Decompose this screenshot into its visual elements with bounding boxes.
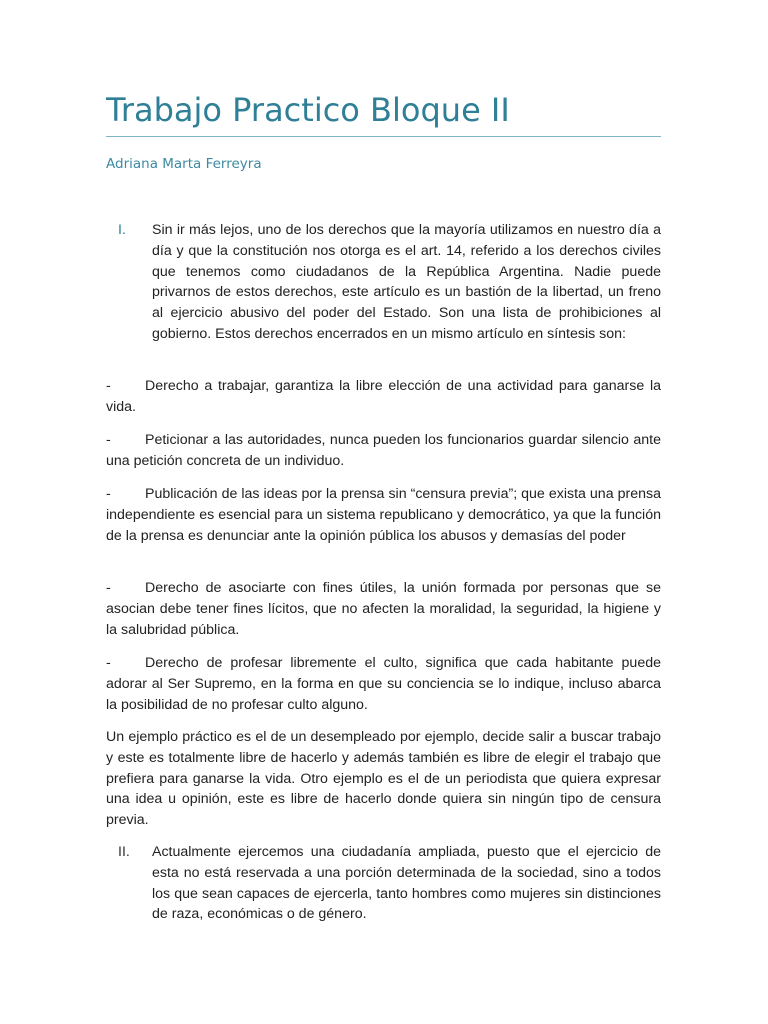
right-item-press xyxy=(106,484,661,546)
section-two-text: Actualmente ejercemos una ciudadanía ampliada, puesto que el ejercicio de esta no está reservada a una porción determinada de la sociedad, sino a todos los que sean capaces de ejercerla, tanto hombres como mujeres sin distinciones de raza, económicas o de género. xyxy=(152,844,661,923)
right-item-dash: - xyxy=(106,378,111,394)
right-item-association xyxy=(106,578,661,640)
document-title: Trabajo Practico Bloque II xyxy=(106,91,510,129)
right-item-dash: - xyxy=(106,655,111,671)
right-item-dash: - xyxy=(106,486,111,502)
right-item-text: Derecho de profesar libremente el culto, significa que cada habitante puede adorar al Ser Supremo, en la forma en que su conciencia se lo indique, incluso abarca la posibilidad de no profesar culto alguno. xyxy=(106,655,661,713)
right-item-text: Derecho a trabajar, garantiza la libre elección de una actividad para ganarse la vida. xyxy=(106,378,661,415)
section-one xyxy=(106,220,661,345)
right-item-dash: - xyxy=(106,580,111,596)
section-two xyxy=(106,842,661,925)
section-one-number: I. xyxy=(118,222,126,238)
right-item-worship xyxy=(106,653,661,715)
right-item-text: Peticionar a las autoridades, nunca pueden los funcionarios guardar silencio ante una petición concreta de un individuo. xyxy=(106,432,661,469)
section-two-number: II. xyxy=(118,844,130,860)
right-item-work xyxy=(106,376,661,418)
right-item-text: Derecho de asociarte con fines útiles, la unión formada por personas que se asocian debe tener fines lícitos, que no afecten la moralidad, la seguridad, la higiene y la salubridad pública. xyxy=(106,580,661,638)
right-item-dash: - xyxy=(106,432,111,448)
right-item-petition xyxy=(106,430,661,472)
document-author: Adriana Marta Ferreyra xyxy=(106,156,262,172)
section-one-text: Sin ir más lejos, uno de los derechos que la mayoría utilizamos en nuestro día a día y que la constitución nos otorga es el art. 14, referido a los derechos civiles que tenemos como ciudadanos de la República Argentina. Nadie puede privarnos de estos derechos, este artículo es un bastión de la libertad, un freno al ejercicio abusivo del poder del Estado. Son una lista de prohibiciones al gobierno. Estos derechos encerrados en un mismo artículo en síntesis son: xyxy=(152,222,661,342)
title-underline xyxy=(106,136,661,137)
example-paragraph: Un ejemplo práctico es el de un desempleado por ejemplo, decide salir a buscar trabajo y este es totalmente libre de hacerlo y además también es libre de elegir el trabajo que prefiera para ganarse la vida. Otro ejemplo es el de un periodista que quiera expresar una idea u opinión, este es libre de hacerlo donde quiera sin ningún tipo de censura previa. xyxy=(106,729,661,829)
right-item-text: Publicación de las ideas por la prensa sin “censura previa”; que exista una prensa independiente es esencial para un sistema republicano y democrático, ya que la función de la prensa es denunciar ante la opinión pública los abusos y demasías del poder xyxy=(106,486,661,544)
